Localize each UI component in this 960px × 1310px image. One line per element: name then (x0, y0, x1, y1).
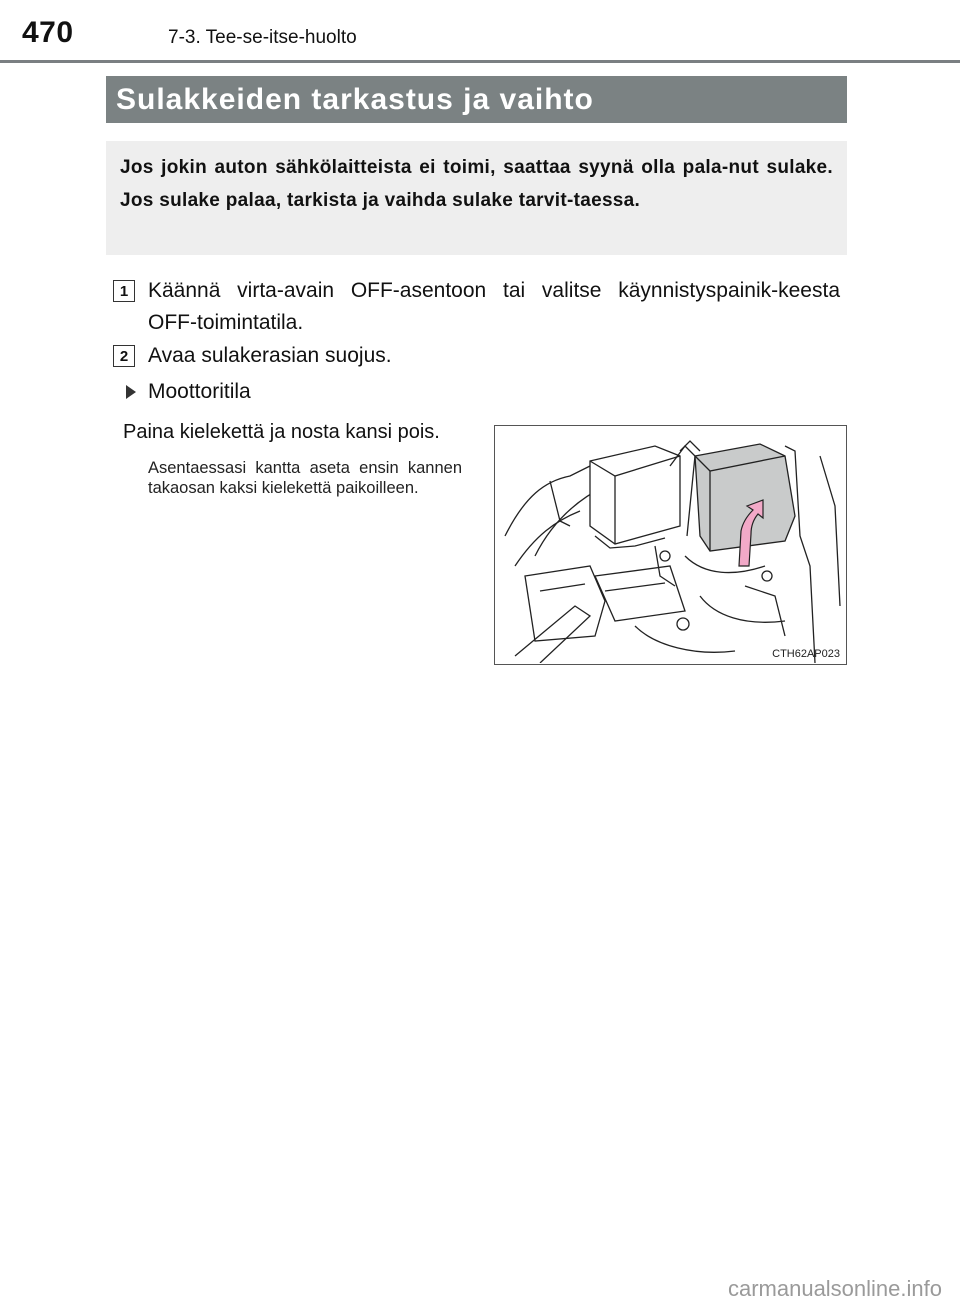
section-reference: 7-3. Tee-se-itse-huolto (168, 27, 357, 48)
header-divider (0, 60, 960, 63)
engine-compartment-figure (494, 425, 847, 665)
step-number-badge: 2 (113, 345, 135, 367)
page-title: Sulakkeiden tarkastus ja vaihto (106, 76, 847, 123)
subsection-heading (126, 380, 251, 404)
triangle-right-icon (126, 385, 136, 399)
step-text: Käännä virta-avain OFF-asentoon tai valitse käynnistyspainik-keesta OFF-toimintatila. (148, 279, 840, 334)
note-text: Asentaessasi kantta aseta ensin kannen takaosan kaksi kielekettä paikoilleen. (148, 459, 462, 497)
intro-box (106, 141, 847, 255)
subsection-label: Moottoritila (148, 380, 251, 403)
step-number-badge: 1 (113, 280, 135, 302)
instruction-text: Paina kielekettä ja nosta kansi pois. (123, 421, 440, 443)
page-number: 470 (22, 16, 74, 49)
watermark: carmanualsonline.info (727, 1276, 942, 1301)
engine-compartment-illustration (495, 426, 845, 663)
intro-text: Jos jokin auton sähkölaitteista ei toimi, saattaa syynä olla pala-nut sulake. Jos sulake palaa, tarkista ja vaihda sulake tarvit-taessa. (120, 157, 833, 211)
step-text: Avaa sulakerasian suojus. (148, 344, 392, 367)
figure-code: CTH62AP023 (772, 648, 840, 660)
